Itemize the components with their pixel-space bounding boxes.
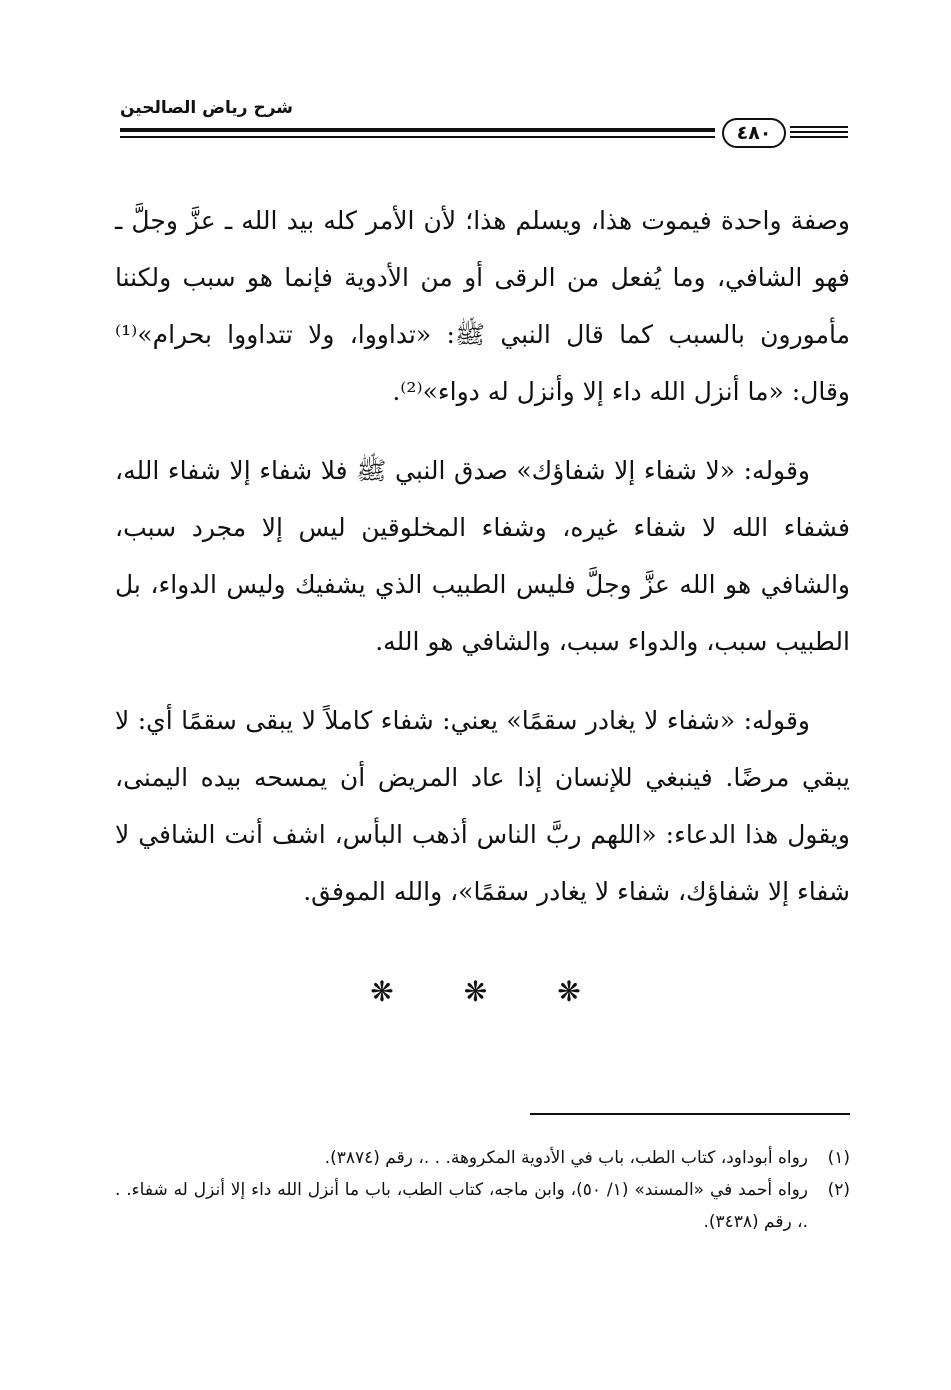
star-ornament-icon: ❋ bbox=[370, 975, 394, 1008]
star-ornament-icon: ❋ bbox=[557, 975, 581, 1008]
star-ornament-icon: ❋ bbox=[463, 975, 488, 1008]
header-rule-right bbox=[790, 131, 848, 133]
page-number bbox=[722, 118, 786, 148]
footnote bbox=[115, 1174, 850, 1238]
footnote bbox=[115, 1142, 850, 1174]
page-number-text: ٤٨٠ bbox=[736, 122, 772, 144]
footnote-rule bbox=[530, 1113, 850, 1115]
footnote-text: رواه أبوداود، كتاب الطب، باب في الأدوية المكروهة. . .، رقم (٣٨٧٤). bbox=[324, 1148, 808, 1168]
paragraph: وصفة واحدة فيموت هذا، ويسلم هذا؛ لأن الأمر كله بيد الله ـ عزَّ وجلَّ ـ فهو الشافي، وما يُفعل من الرقى أو من الأدوية فإنما هو سبب ولكننا مأمورون بالسبب كما قال النبي ﷺ: «تداووا، ولا تتداووا بحرام»⁽¹⁾ وقال: «ما أنزل الله داء إلا وأنزل له دواء»⁽²⁾. bbox=[115, 206, 850, 406]
paragraph: وقوله: «لا شفاء إلا شفاؤك» صدق النبي ﷺ فلا شفاء إلا شفاء الله، فشفاء الله لا شفاء غيره، وشفاء المخلوقين ليس إلا مجرد سبب، والشافي هو الله عزَّ وجلَّ فليس الطبيب الذي يشفيك وليس الدواء، بل الطبيب سبب، والدواء سبب، والشافي هو الله. bbox=[115, 456, 850, 656]
footnote-text: رواه أحمد في «المسند» (١/ ٥٠)، وابن ماجه، كتاب الطب، باب ما أنزل الله داء إلا أنزل له شفاء. . .، رقم (٣٤٣٨). bbox=[115, 1180, 809, 1232]
header-rule-right bbox=[790, 126, 848, 128]
footnotes bbox=[115, 1142, 850, 1238]
main-text bbox=[115, 192, 850, 942]
header-rule-thick bbox=[120, 128, 715, 132]
footnote-marker: (١) bbox=[827, 1148, 850, 1168]
running-title: شرح رياض الصالحين bbox=[120, 98, 294, 118]
footnote-marker: (٢) bbox=[827, 1180, 850, 1200]
header-rule-thin bbox=[120, 136, 715, 138]
section-separator bbox=[0, 975, 951, 1008]
header-rule-right bbox=[790, 136, 848, 138]
paragraph: وقوله: «شفاء لا يغادر سقمًا» يعني: شفاء كاملاً لا يبقى سقمًا أي: لا يبقي مرضًا. فينبغي للإنسان إذا عاد المريض أن يمسحه بيده اليمنى، ويقول هذا الدعاء: «اللهم ربَّ الناس أذهب البأس، اشف أنت الشافي لا شفاء إلا شفاؤك، شفاء لا يغادر سقمًا»، والله الموفق. bbox=[115, 706, 850, 906]
